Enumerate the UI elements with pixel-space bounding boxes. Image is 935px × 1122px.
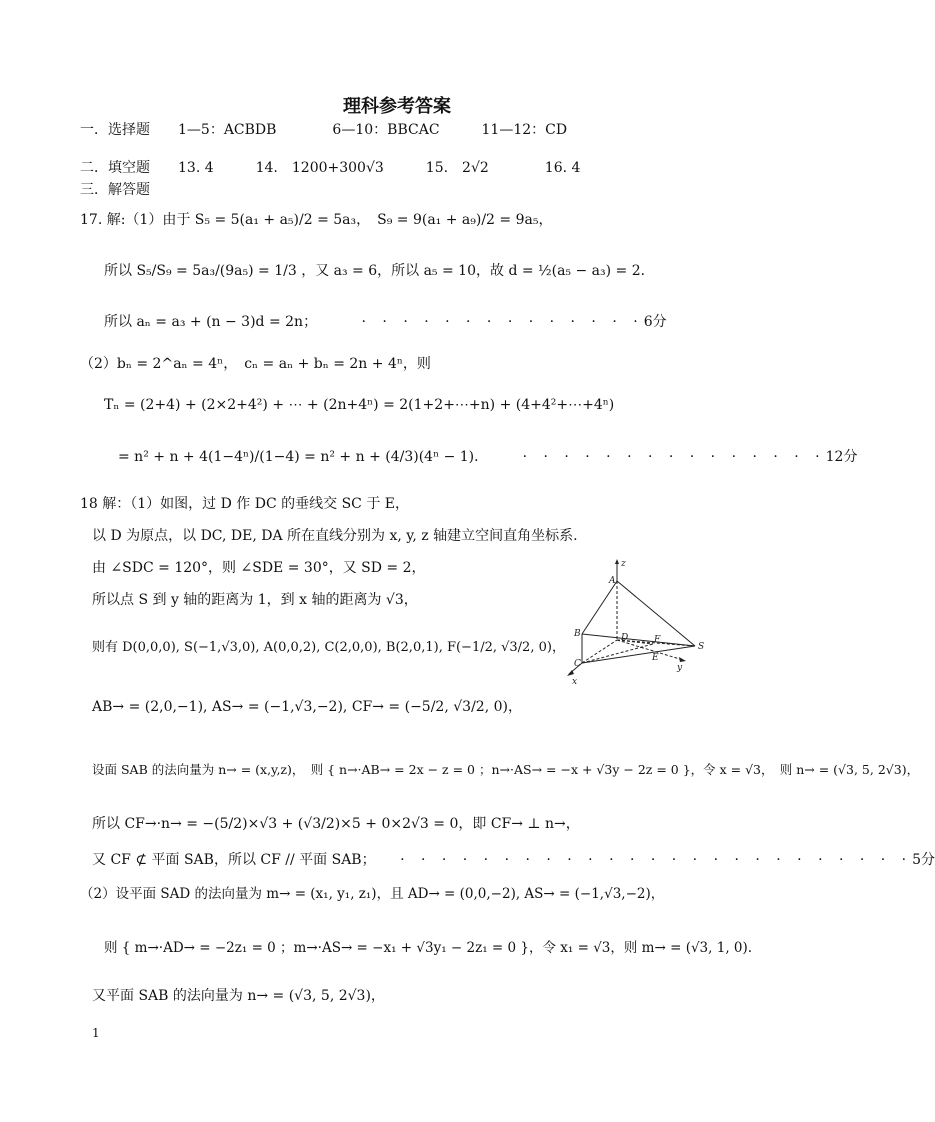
answer-line-17-f <box>118 447 857 467</box>
page-number: 1 <box>92 1026 100 1040</box>
figure-label-B: B <box>574 629 581 639</box>
answer-line-17-a: 17. 解:（1）由于 S₅ = 5(a₁ + a₅)/2 = 5a₃， S₉ = 9(a₁ + a₉)/2 = 9a₅， <box>80 212 553 228</box>
y-axis-arrow <box>679 657 686 662</box>
answer-line-17-c <box>104 312 667 332</box>
answer-line-18-g: 设面 SAB 的法向量为 n→ = (x,y,z)， 则 { n→·AB→ = 2x − z = 0 ；n→·AS→ = −x + √3y − 2z = 0 }，令 x = √3， 则 n→ = (√3, 5, 2√3)， <box>92 762 920 777</box>
score-leader: · · · · · · · · · · · · · · · · · · · · · · · · · <box>400 852 913 868</box>
edge-AB <box>582 581 617 634</box>
figure-label-C: C <box>574 659 581 669</box>
page-title: 理科参考答案 <box>343 96 451 117</box>
figure-label-A: A <box>609 576 616 586</box>
answer-line-18-f: AB→ = (2,0,−1), AS→ = (−1,√3,−2), CF→ = (−5/2, √3/2, 0)， <box>92 699 522 715</box>
figure-label-x: x <box>572 677 578 687</box>
section-heading-solutions: 三．解答题 <box>80 182 150 198</box>
answer-line-17-d: （2）bₙ = 2^aₙ = 4ⁿ， cₙ = aₙ + bₙ = 2n + 4ⁿ，则 <box>80 356 431 372</box>
answer-line-18-b: 以 D 为原点，以 DC, DE, DA 所在直线分别为 x, y, z 轴建立空间直角坐标系. <box>92 528 578 544</box>
formula-text: = n² + n + 4(1−4ⁿ)/(1−4) = n² + n + (4/3)(4ⁿ − 1)． <box>118 449 489 465</box>
answer-line-17-e: Tₙ = (2+4) + (2×2+4²) + ⋯ + (2n+4ⁿ) = 2(1+2+⋯+n) + (4+4²+⋯+4ⁿ) <box>104 397 615 413</box>
answer-line-fill: 二．填空题 13. 4 14. 1200+300√3 15. 2√2 16. 4 <box>80 160 581 176</box>
answer-line-18-a: 18 解：（1）如图，过 D 作 DC 的垂线交 SC 于 E， <box>80 496 410 512</box>
y-axis <box>617 640 683 660</box>
figure-label-S: S <box>698 642 705 652</box>
score-mark: 5分 <box>912 852 935 868</box>
answer-line-18-k: 则 { m→·AD→ = −2z₁ = 0 ；m→·AS→ = −x₁ + √3y₁ − 2z₁ = 0 }，令 x₁ = √3，则 m→ = (√3, 1, 0). <box>104 940 753 956</box>
edge-CS <box>582 646 695 663</box>
score-mark: 12分 <box>825 449 858 465</box>
answer-line-18-l: 又平面 SAB 的法向量为 n→ = (√3, 5, 2√3)， <box>92 988 385 1004</box>
formula-text: 所以 aₙ = a₃ + (n − 3)d = 2n； <box>104 314 318 330</box>
score-leader: · · · · · · · · · · · · · · · <box>522 449 826 465</box>
answer-line-18-d: 所以点 S 到 y 轴的距离为 1，到 x 轴的距离为 √3， <box>92 592 418 608</box>
z-axis-arrow <box>615 559 619 564</box>
answer-line-18-j: （2）设平面 SAD 的法向量为 m→ = (x₁, y₁, z₁)，且 AD→ = (0,0,−2), AS→ = (−1,√3,−2)， <box>80 886 665 902</box>
answer-line-17-b: 所以 S₅/S₉ = 5a₃/(9a₅) = 1/3 ，又 a₃ = 6，所以 a₅ = 10，故 d = ½(a₅ − a₃) = 2． <box>104 263 655 279</box>
figure-label-D: D <box>621 633 629 643</box>
answer-line-18-e: 则有 D(0,0,0), S(−1,√3,0), A(0,0,2), C(2,0,0), B(2,0,1), F(−1/2, √3/2, 0)， <box>92 640 565 655</box>
figure-label-z: z <box>621 559 626 569</box>
figure-label-E: E <box>652 653 659 663</box>
figure-label-y: y <box>677 663 683 673</box>
figure-label-F: F <box>654 635 661 645</box>
edge-CD <box>582 640 617 663</box>
answer-line-18-c: 由 ∠SDC = 120°，则 ∠SDE = 30°，又 SD = 2， <box>92 560 426 576</box>
score-mark: 6分 <box>643 314 667 330</box>
formula-text: 又 CF ⊄ 平面 SAB，所以 CF // 平面 SAB； <box>92 852 376 868</box>
answer-line-18-h: 所以 CF→·n→ = −(5/2)×√3 + (√3/2)×5 + 0×2√3 = 0，即 CF→ ⊥ n→， <box>92 816 580 832</box>
answer-line-18-i <box>92 850 935 870</box>
answer-line-choice: 一．选择题 1—5：ACBDB 6—10：BBCAC 11—12：CD <box>80 122 568 138</box>
pyramid-figure <box>555 556 715 688</box>
score-leader: · · · · · · · · · · · · · · <box>361 314 644 330</box>
